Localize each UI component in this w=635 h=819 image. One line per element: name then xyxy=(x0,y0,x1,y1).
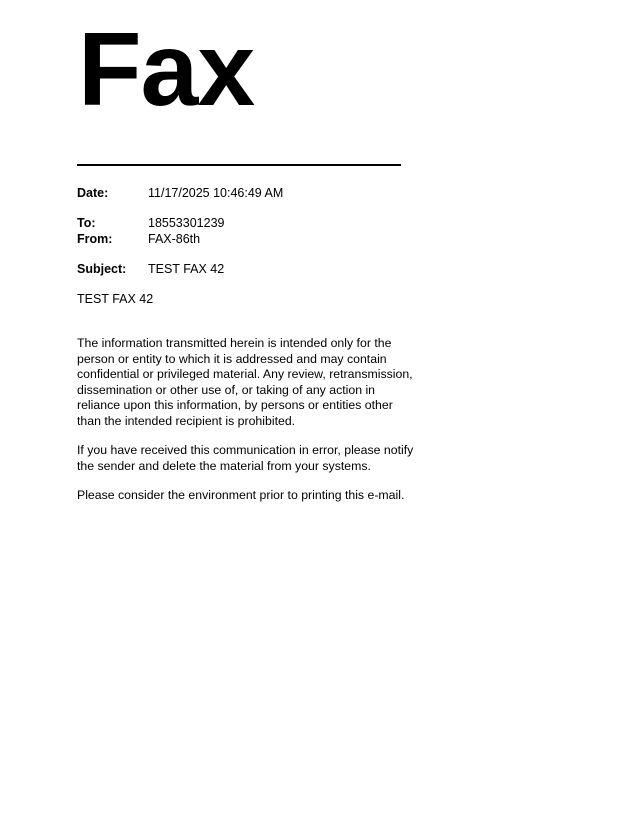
to-label: To: xyxy=(77,216,96,230)
fax-title: Fax xyxy=(78,12,255,128)
disclaimer-line: dissemination or other use of, or taking of any action in xyxy=(77,382,376,397)
error-notice-line: If you have received this communication in error, please notify xyxy=(77,443,414,457)
date-label: Date: xyxy=(77,186,109,200)
from-value: FAX-86th xyxy=(148,232,201,246)
title-divider xyxy=(77,164,401,166)
disclaimer-line: reliance upon this information, by persons or entities other xyxy=(77,398,393,412)
from-label: From: xyxy=(77,232,113,246)
date-value: 11/17/2025 10:46:49 AM xyxy=(148,186,284,200)
environment-notice: Please consider the environment prior to printing this e-mail. xyxy=(77,488,405,502)
disclaimer-line: The information transmitted herein is intended only for the xyxy=(77,336,392,350)
error-notice-line: the sender and delete the material from your systems. xyxy=(77,458,371,473)
to-value: 18553301239 xyxy=(148,216,225,230)
disclaimer-line: than the intended recipient is prohibited. xyxy=(77,413,296,428)
disclaimer-line: confidential or privileged material. Any review, retransmission, xyxy=(77,367,413,381)
subject-label: Subject: xyxy=(77,262,127,276)
message-body: TEST FAX 42 xyxy=(77,292,154,306)
subject-value: TEST FAX 42 xyxy=(148,262,225,276)
disclaimer-line: person or entity to which it is addressed and may contain xyxy=(77,351,387,366)
